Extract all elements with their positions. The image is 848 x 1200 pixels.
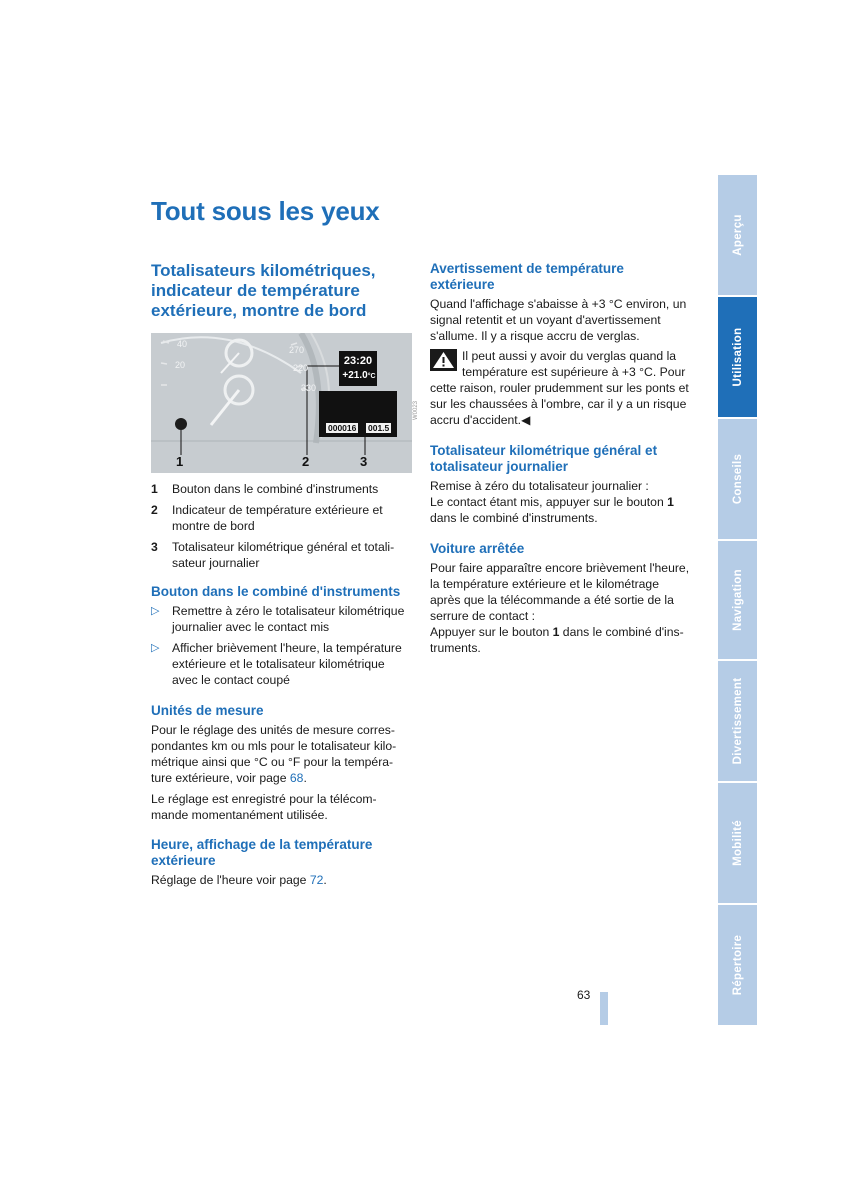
instrument-cluster-figure: [151, 333, 412, 473]
clock-display: 23:20: [343, 355, 373, 367]
tab-label: Répertoire: [731, 934, 744, 996]
totalisateur-line-2: [430, 494, 690, 526]
odometer-total: 000016: [328, 423, 357, 433]
legend-item: [151, 502, 395, 534]
instrument-cluster-illustration: [151, 333, 412, 473]
odometer-trip: 001.5: [368, 423, 390, 433]
unites-paragraph: [151, 722, 405, 786]
temperature-value: +21.0: [342, 370, 368, 381]
page-number-bar: [600, 992, 608, 1025]
legend-text: Indicateur de température extérieure et montre de bord: [172, 503, 383, 533]
tab-label: Aperçu: [731, 214, 744, 256]
legend-text: Totalisateur kilométrique général et totali-sateur journalier: [172, 540, 395, 570]
tab-label: Conseils: [731, 453, 744, 505]
bouton-list: [151, 603, 409, 693]
end-mark-icon: ◀: [521, 413, 531, 427]
unites-body: [151, 722, 405, 828]
temperature-display: [340, 370, 378, 381]
legend-item: [151, 481, 395, 497]
section-heading-totalisateur: Totalisateur kilométrique général et totalisateur journalier: [430, 443, 658, 474]
section-heading-totalisateurs: Totalisateurs kilométriques, indicateur de température extérieure, montre de bord: [151, 261, 376, 320]
list-item: [151, 603, 409, 635]
legend-number: 3: [151, 540, 158, 554]
paragraph-bold: 1: [667, 495, 674, 509]
page-link-72[interactable]: 72: [309, 873, 324, 887]
tab-divertissement[interactable]: [718, 661, 757, 781]
tab-mobilite[interactable]: [718, 783, 757, 903]
callout-2: 2: [302, 454, 310, 469]
paragraph-end: dans le combiné d'instruments.: [430, 511, 598, 525]
callout-1: 1: [176, 454, 184, 469]
triangle-bullet-icon: ▷: [151, 642, 160, 654]
page-link-68[interactable]: 68: [289, 771, 304, 785]
section-heading-unites: Unités de mesure: [151, 703, 264, 718]
tab-label: Divertissement: [731, 677, 744, 765]
voiture-body: [430, 560, 690, 656]
gauge-label: 20: [175, 360, 186, 370]
tab-label: Navigation: [731, 569, 744, 631]
totalisateur-body: [430, 478, 690, 526]
tab-apercu[interactable]: [718, 175, 757, 295]
section-heading-heure: Heure, affichage de la température extérieure: [151, 837, 373, 868]
figure-legend: [151, 481, 395, 576]
paragraph-end: .: [323, 873, 327, 887]
legend-item: [151, 539, 395, 571]
totalisateur-line-1: Remise à zéro du totalisateur journalier :: [430, 479, 649, 493]
voiture-paragraph-2: [430, 624, 690, 656]
tab-utilisation[interactable]: [718, 297, 757, 417]
warning-text: Il peut aussi y avoir du verglas quand la température est supérieure à +3 °C. Pour cette raison, rouler prudemment sur les ponts et sur les chaussées à l'ombre, car il y a un risque accru d'accident.: [430, 349, 689, 427]
legend-number: 2: [151, 503, 158, 517]
legend-text: Bouton dans le combiné d'instruments: [172, 482, 379, 496]
legend-number: 1: [151, 482, 158, 496]
heure-body: [151, 872, 405, 888]
temperature-unit: °C: [367, 373, 376, 380]
paragraph-text: Le contact étant mis, appuyer sur le bouton: [430, 495, 668, 509]
avertissement-body: Quand l'affichage s'abaisse à +3 °C environ, un signal retentit et un voyant d'avertissement s'allume. Il y a risque accru de verglas.: [430, 297, 687, 343]
list-item-text: Afficher brièvement l'heure, la température extérieure et le totalisateur kilométrique avec le contact coupé: [172, 641, 402, 687]
page-number: 63: [577, 988, 591, 1002]
paragraph-end: .: [303, 771, 307, 785]
paragraph-end: dans le combiné d'ins-truments.: [430, 625, 684, 655]
tab-repertoire[interactable]: [718, 905, 757, 1025]
gauge-label: 40: [177, 339, 188, 349]
gauge-label: 270: [289, 345, 305, 355]
gauge-label: 330: [301, 383, 317, 393]
section-heading-avertissement: Avertissement de température extérieure: [430, 261, 624, 292]
tab-label: Utilisation: [731, 327, 744, 387]
list-item: [151, 640, 409, 688]
warning-icon: [430, 349, 457, 371]
section-heading-voiture: Voiture arrêtée: [430, 541, 525, 556]
callout-3: 3: [360, 454, 368, 469]
section-heading-bouton: Bouton dans le combiné d'instruments: [151, 584, 401, 599]
paragraph-text: Appuyer sur le bouton: [430, 625, 553, 639]
page-title: Tout sous les yeux: [151, 196, 380, 226]
tab-conseils[interactable]: [718, 419, 757, 539]
voiture-paragraph-1: Pour faire apparaître encore brièvement l'heure, la température extérieure et le kilométrage après que la télécommande a été sortie de la serrure de contact :: [430, 561, 690, 623]
gauge-label: 220: [293, 363, 309, 373]
list-item-text: Remettre à zéro le totalisateur kilométrique journalier avec le contact mis: [172, 604, 405, 634]
paragraph-text: Réglage de l'heure voir page: [151, 873, 310, 887]
unites-paragraph-2: Le réglage est enregistré pour la télécom-mande momentanément utilisée.: [151, 792, 377, 822]
paragraph-bold: 1: [552, 625, 560, 639]
tab-label: Mobilité: [731, 820, 744, 866]
triangle-bullet-icon: ▷: [151, 605, 160, 617]
figure-id: W0023: [413, 400, 419, 420]
tab-navigation[interactable]: [718, 541, 757, 659]
warning-block: [430, 348, 690, 428]
paragraph-text: Pour le réglage des unités de mesure corres-pondantes km ou mls pour le totalisateur kilo-métrique ainsi que °C ou °F pour la tempéra-ture extérieure, voir page: [151, 723, 397, 785]
